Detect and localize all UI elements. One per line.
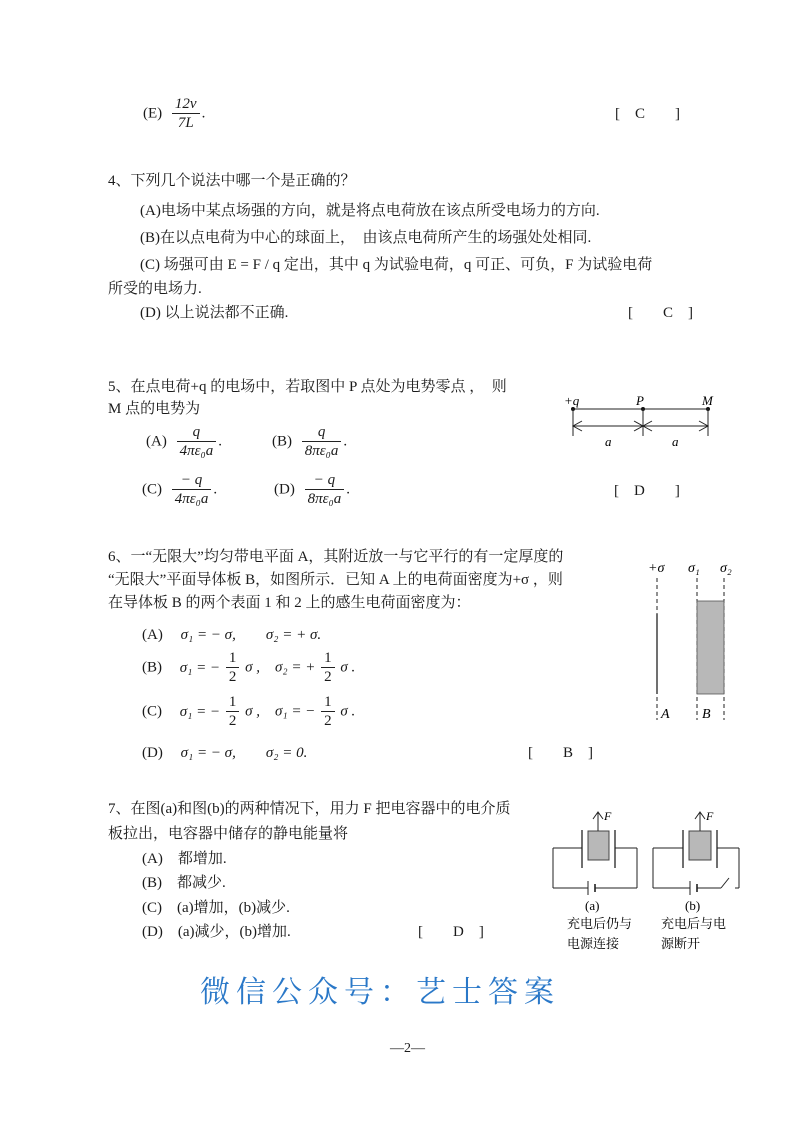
- page-number: —2—: [390, 1041, 425, 1056]
- q7-stem-line2: 板拉出，电容器中储存的静电能量将: [108, 826, 349, 842]
- p-label: P: [636, 393, 644, 408]
- force-label: F: [604, 809, 612, 823]
- denominator: 4πε₀a: [179, 443, 214, 459]
- open-switch: [721, 878, 729, 888]
- option-text: σ₁ = − σ, σ₂ = 0.: [180, 745, 308, 761]
- option-text-a: σ₁ = −: [179, 659, 221, 676]
- q5-option-b: (B) $\frac{q}{\text{8πε₀a}}$ .: [272, 424, 348, 459]
- numerator: − q: [305, 472, 345, 490]
- denominator: 2: [324, 713, 332, 729]
- option-label: (E): [143, 105, 163, 122]
- numerator: 1: [321, 650, 335, 668]
- option-text: σ₁ = − σ, σ₂ = + σ.: [180, 627, 322, 643]
- circuit-a: [553, 809, 637, 895]
- q7-option-d: (D) (a)减少，(b)增加.: [142, 924, 291, 940]
- figure-b-caption-2: 源断开: [661, 936, 701, 951]
- numerator: 1: [226, 694, 240, 712]
- numerator: q: [302, 424, 342, 442]
- q4-option-d: (D) 以上说法都不正确.: [140, 305, 289, 321]
- q6-stem-line3: 在导体板 B 的两个表面 1 和 2 上的感生电荷面密度为：: [108, 595, 471, 611]
- fraction: [302, 424, 342, 459]
- q3-option-e: (E) $\frac{12v}{7L}$ .: [143, 96, 206, 131]
- option-label: (C): [142, 703, 162, 720]
- fraction: [172, 472, 212, 507]
- option-label: (D): [142, 745, 163, 761]
- q4-option-a: (A)电场中某点场强的方向，就是将点电荷放在该点所受电场力的方向.: [140, 203, 600, 219]
- option-text-b: σ , σ₁ = −: [245, 703, 316, 720]
- q3-answer: [ C ]: [615, 106, 680, 122]
- q5-answer: [ D ]: [614, 483, 680, 499]
- q4-option-b: (B)在以点电荷为中心的球面上， 由该点电荷所产生的场强处处相同.: [140, 230, 592, 246]
- q5-option-d: (D) $\frac{- q}{\text{8πε₀a}}$ .: [274, 472, 350, 507]
- figure-a-caption-2: 电源连接: [567, 936, 620, 951]
- figure-b-caption-1: 充电后与电: [661, 916, 727, 931]
- q6-option-a: [142, 626, 321, 644]
- q6-figure: [640, 556, 750, 726]
- fraction: [177, 424, 217, 459]
- option-label: (D): [274, 481, 295, 498]
- numerator: − q: [172, 472, 212, 490]
- q6-answer: [ B ]: [528, 745, 593, 761]
- watermark: 微信公众号：艺士答案: [200, 975, 560, 1010]
- denominator: 2: [324, 669, 332, 685]
- numerator: q: [177, 424, 217, 442]
- dist-label-2: a: [672, 434, 679, 449]
- dist-label-1: a: [605, 434, 612, 449]
- numerator: 12v: [172, 96, 200, 114]
- dielectric-slab: [588, 831, 609, 860]
- q7-option-b: (B) 都减少.: [142, 875, 226, 891]
- q5-stem-line1: 5、在点电荷+q 的电场中，若取图中 P 点处为电势零点 ， 则: [108, 379, 507, 395]
- option-text-a: σ₁ = −: [179, 703, 221, 720]
- q4-stem: 4、下列几个说法中哪一个是正确的？: [108, 173, 356, 189]
- circuit-b: [653, 809, 739, 895]
- fraction-half: [226, 694, 240, 729]
- q7-answer: [ D ]: [418, 924, 484, 940]
- q6-stem-line2: “无限大”平面导体板 B，如图所示．已知 A 上的电荷面密度为+σ ，则: [108, 572, 563, 588]
- denominator: 8πε₀a: [307, 491, 342, 507]
- option-text-c: σ .: [340, 659, 356, 676]
- b-label: B: [702, 707, 711, 722]
- q4-option-c: (C) 场强可由 E = F / q 定出，其中 q 为试验电荷，q 可正、可负，F 为试验电荷: [140, 257, 653, 273]
- q7-stem-line1: 7、在图(a)和图(b)的两种情况下，用力 F 把电容器中的电介质: [108, 801, 511, 817]
- q5-figure: [560, 392, 730, 452]
- q4-option-c-cont: 所受的电场力.: [108, 281, 202, 297]
- a-label: A: [661, 707, 670, 722]
- numerator: 1: [226, 650, 240, 668]
- fraction-half: [321, 650, 335, 685]
- q5-stem-line2: M 点的电势为: [108, 401, 201, 417]
- fraction: [305, 472, 345, 507]
- fraction-half: [321, 694, 335, 729]
- sigma1-label: σ₁: [688, 561, 700, 576]
- denominator: 2: [228, 669, 237, 685]
- q6-option-d: [142, 744, 307, 762]
- conductor-plate-b: [697, 601, 724, 694]
- option-label: (B): [142, 659, 162, 676]
- q7-option-a: (A) 都增加.: [142, 851, 227, 867]
- q7-option-c: (C) (a)增加，(b)减少.: [142, 900, 290, 916]
- q4-answer: [ C ]: [628, 305, 693, 321]
- m-label: M: [702, 393, 713, 408]
- fraction: [172, 96, 200, 131]
- sigma2-label: σ₂: [720, 561, 732, 576]
- force-label: F: [706, 809, 714, 823]
- denominator: 2: [228, 713, 237, 729]
- q6-option-c: [142, 694, 355, 729]
- charge-label: +q: [564, 393, 580, 408]
- denominator: 7L: [177, 115, 194, 131]
- figure-b-label: (b): [685, 898, 701, 913]
- option-label: (A): [142, 627, 163, 643]
- option-label: (B): [272, 433, 292, 450]
- option-label: (C): [142, 481, 162, 498]
- q5-option-a: (A) $\frac{q}{\text{4πε₀a}}$ .: [146, 424, 222, 459]
- denominator: 8πε₀a: [304, 443, 339, 459]
- q6-stem-line1: 6、一“无限大”均匀带电平面 A，其附近放一与它平行的有一定厚度的: [108, 549, 564, 565]
- q7-figure: [545, 808, 750, 958]
- dielectric-slab: [689, 831, 711, 860]
- q6-option-b: [142, 650, 355, 685]
- fraction-half: [226, 650, 240, 685]
- figure-a-caption-1: 充电后仍与: [567, 916, 633, 931]
- option-text-c: σ .: [340, 703, 356, 720]
- option-text-b: σ , σ₂ = +: [245, 659, 316, 676]
- q5-option-c: (C) $\frac{- q}{\text{4πε₀a}}$ .: [142, 472, 218, 507]
- denominator: 4πε₀a: [174, 491, 209, 507]
- figure-a-label: (a): [585, 898, 600, 913]
- plus-sigma-label: +σ: [648, 561, 665, 576]
- numerator: 1: [321, 694, 335, 712]
- option-label: (A): [146, 433, 167, 450]
